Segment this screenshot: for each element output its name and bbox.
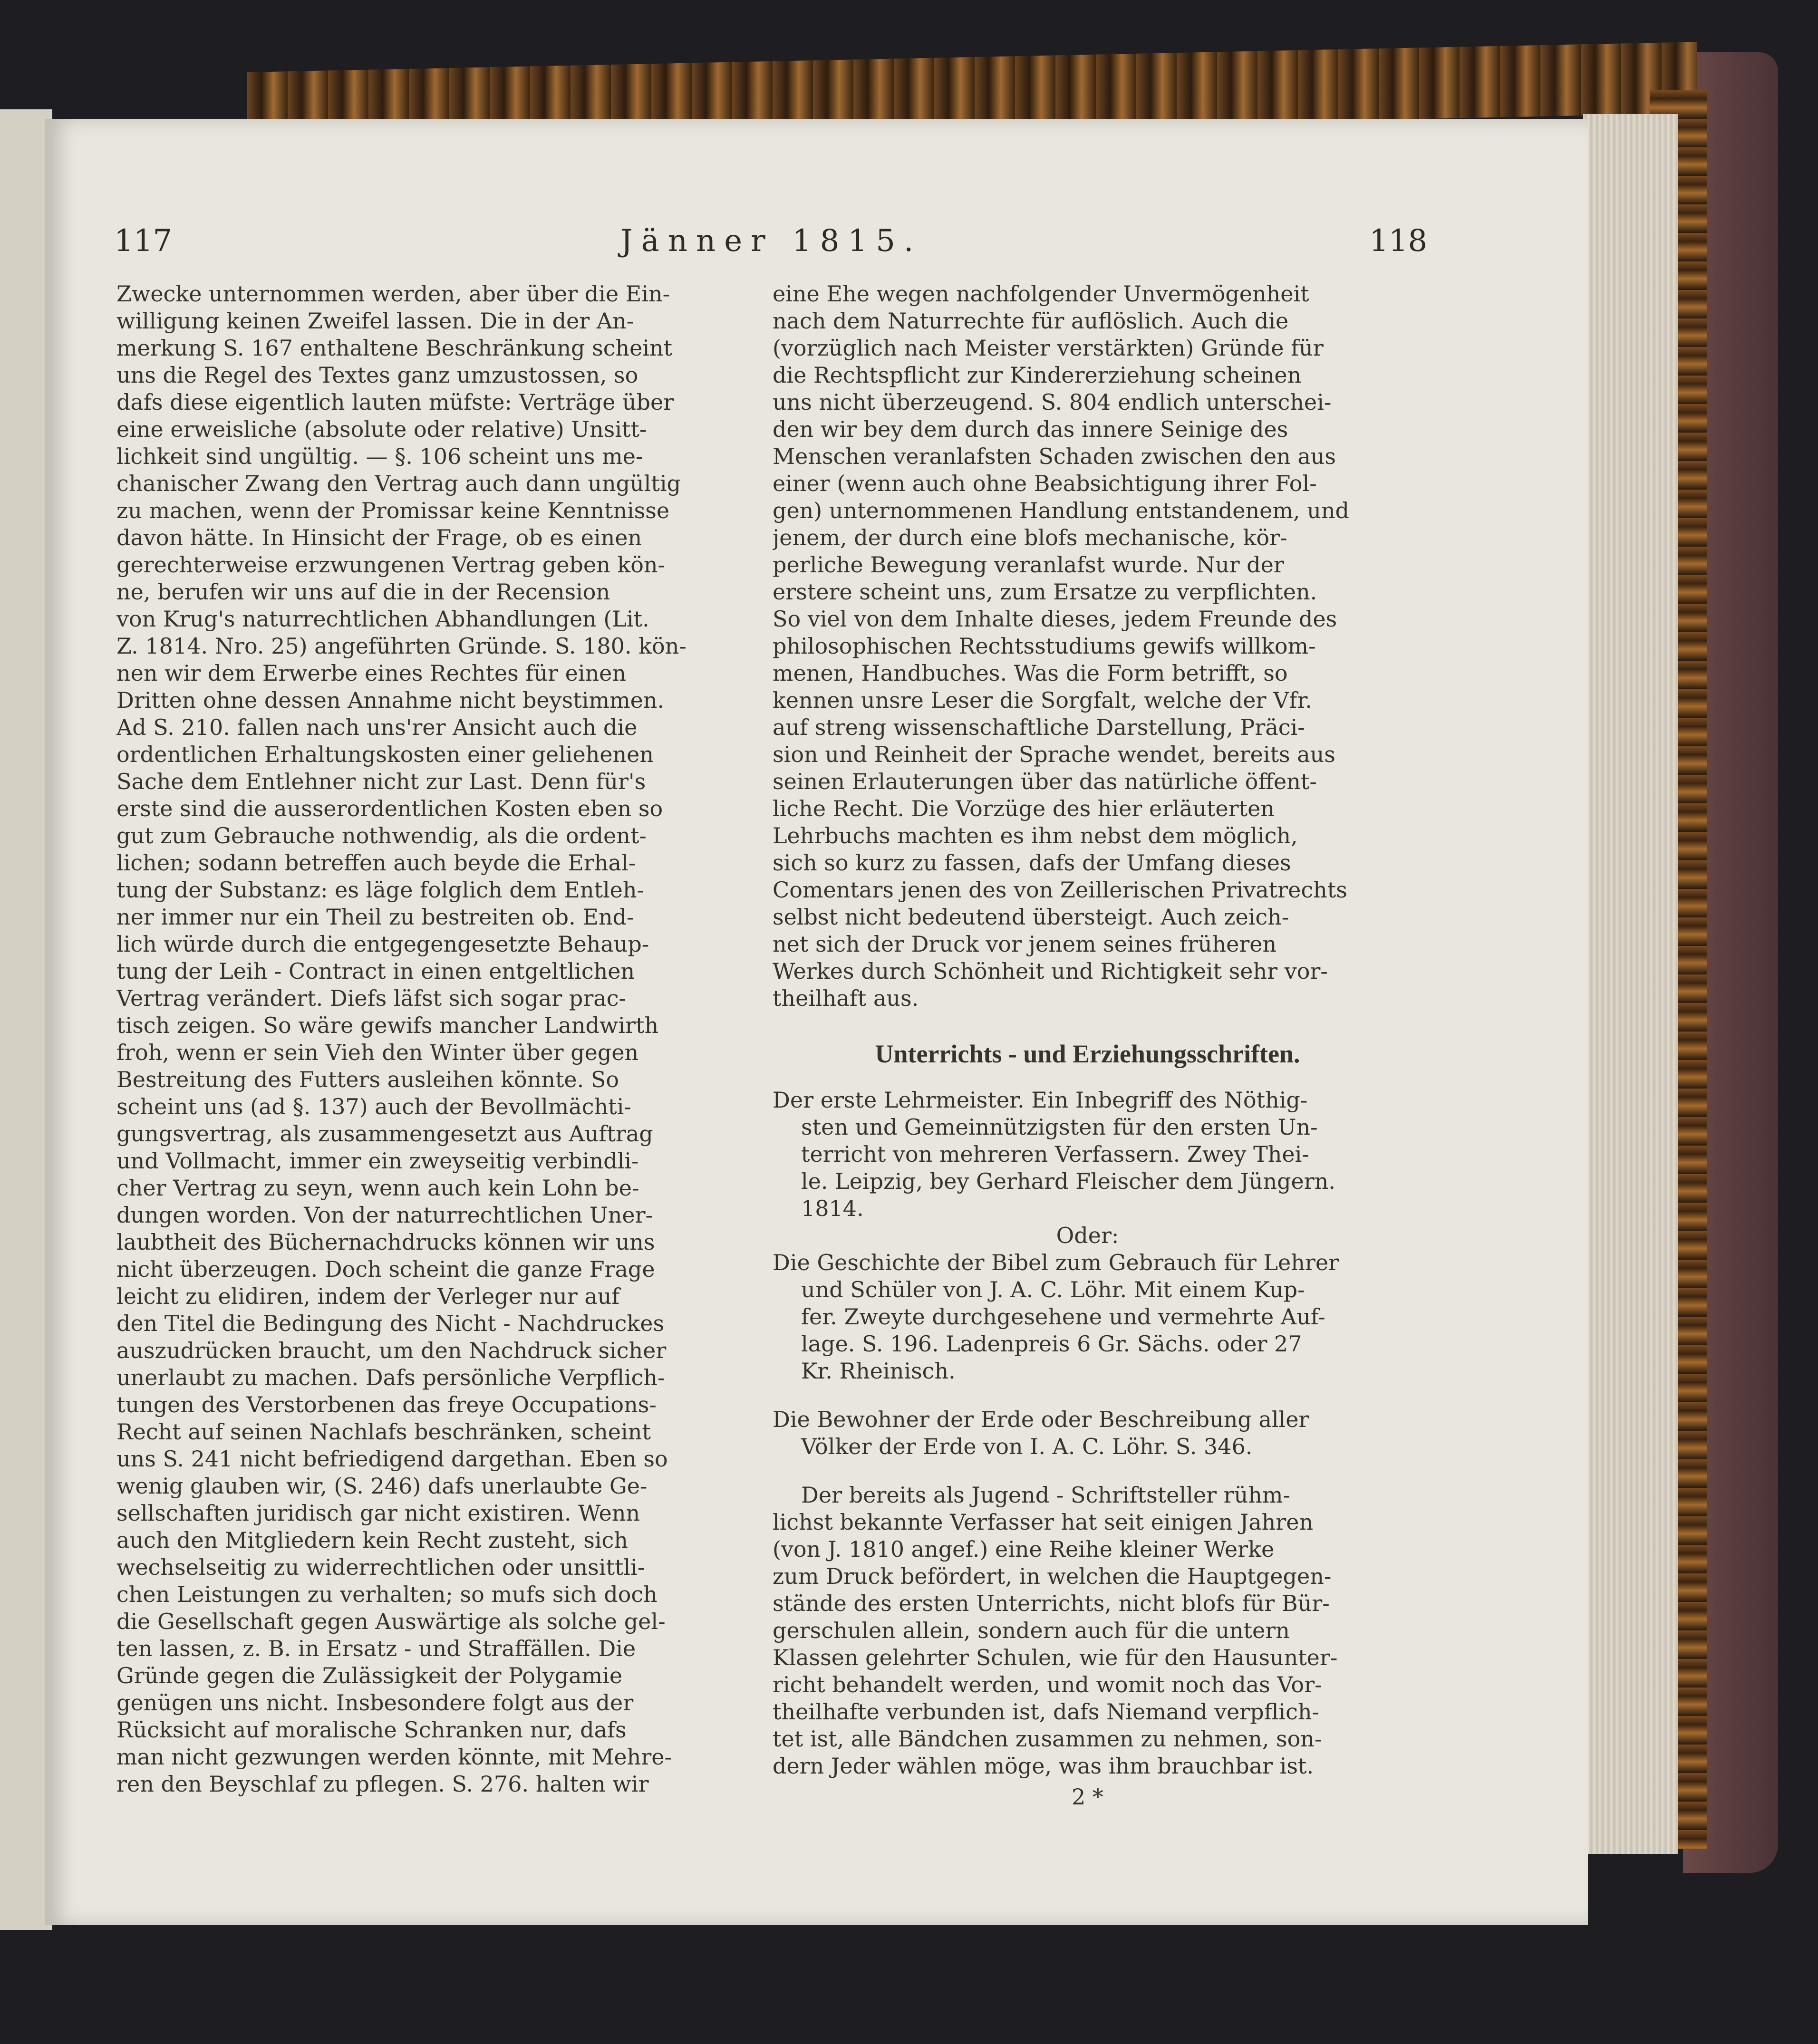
text-line: Die Geschichte der Bibel zum Gebrauch für Lehrer (773, 1250, 1339, 1275)
text-line: Völker der Erde von I. A. C. Löhr. S. 346. (801, 1434, 1253, 1459)
text-line: ordentlichen Erhaltungskosten einer geliehenen (116, 742, 654, 767)
text-line: selbst nicht bedeutend übersteigt. Auch zeich- (773, 904, 1289, 930)
text-line: merkung S. 167 enthaltene Beschränkung scheint (116, 335, 673, 361)
text-line: terricht von mehreren Verfassern. Zwey Thei- (801, 1141, 1309, 1167)
text-line: zum Druck befördert, in welchen die Hauptgegen- (773, 1563, 1332, 1589)
text-line: sion und Reinheit der Sprache wendet, bereits aus (773, 742, 1335, 767)
text-line: erste sind die ausserordentlichen Kosten eben so (116, 796, 663, 821)
signature-mark: 2 * (1072, 1784, 1103, 1810)
text-line: und Vollmacht, immer ein zweyseitig verbindli- (116, 1148, 639, 1174)
text-line: genügen uns nicht. Insbesondere folgt aus der (116, 1690, 634, 1716)
text-line: fer. Zweyte durchgesehene und vermehrte Auf- (801, 1304, 1325, 1330)
text-line: Lehrbuchs machten es ihm nebst dem möglich, (773, 823, 1298, 848)
text-line: chanischer Zwang den Vertrag auch dann ungültig (116, 471, 681, 496)
text-line: Recht auf seinen Nachlafs beschränken, scheint (116, 1419, 651, 1445)
text-line: tungen des Verstorbenen das freye Occupations- (116, 1392, 657, 1417)
text-line: auch den Mitgliedern kein Recht zusteht, sich (116, 1527, 628, 1553)
text-line: unerlaubt zu machen. Dafs persönliche Verpflich- (116, 1365, 665, 1390)
text-line: Sache dem Entlehner nicht zur Last. Denn für's (116, 769, 646, 794)
page-number-right: 118 (1369, 223, 1428, 259)
text-line: tung der Substanz: es läge folglich dem Entleh- (116, 877, 645, 903)
left-text-column (116, 280, 746, 1798)
page-number-left: 117 (114, 223, 173, 259)
text-line: liche Recht. Die Vorzüge des hier erläuterten (773, 796, 1275, 821)
text-line: laubtheit des Büchernachdrucks können wir uns (116, 1229, 655, 1255)
text-line: die Gesellschaft gegen Auswärtige als solche gel- (116, 1609, 666, 1634)
text-line: den wir bey dem durch das innere Seinige des (773, 416, 1288, 442)
text-line: nen wir dem Erwerbe eines Rechtes für einen (116, 660, 627, 686)
text-line: tet ist, alle Bändchen zusammen zu nehmen, son- (773, 1726, 1322, 1752)
text-line: Die Bewohner der Erde oder Beschreibung aller (773, 1407, 1309, 1432)
text-line: Menschen veranlafsten Schaden zwischen den aus (773, 444, 1336, 469)
text-line: theilhafte verbunden ist, dafs Niemand verpflich- (773, 1699, 1320, 1725)
page-stack (1583, 114, 1678, 1854)
text-line: wenig glauben wir, (S. 246) dafs unerlaubte Ge- (116, 1473, 648, 1499)
text-line: lage. S. 196. Ladenpreis 6 Gr. Sächs. oder 27 (801, 1331, 1302, 1357)
text-line: theilhaft aus. (773, 985, 919, 1011)
text-line: scheint uns (ad §. 137) auch der Bevollmächti- (116, 1094, 631, 1119)
text-line: sellschaften juridisch gar nicht existiren. Wenn (116, 1500, 640, 1526)
text-line: die Rechtspflicht zur Kindererziehung scheinen (773, 362, 1302, 388)
text-line: tung der Leih - Contract in einen entgeltlichen (116, 958, 635, 984)
text-line: chen Leistungen zu verhalten; so mufs sich doch (116, 1581, 658, 1607)
text-line: Der bereits als Jugend - Schriftsteller rühm- (801, 1482, 1291, 1508)
right-text-column (773, 280, 1402, 1811)
text-line: So viel von dem Inhalte dieses, jedem Freunde des (773, 606, 1337, 632)
text-line: dern Jeder wählen möge, was ihm brauchbar ist. (773, 1753, 1314, 1779)
text-line: Der erste Lehrmeister. Ein Inbegriff des Nöthig- (773, 1087, 1308, 1113)
text-line: den Titel die Bedingung des Nicht - Nachdruckes (116, 1311, 665, 1336)
bibliographic-entry (773, 1406, 1402, 1460)
text-line: lichst bekannte Verfasser hat seit einigen Jahren (773, 1509, 1314, 1535)
text-line: kennen unsre Leser die Sorgfalt, welche der Vfr. (773, 687, 1312, 713)
text-line: gen) unternommenen Handlung entstandenem, und (773, 498, 1349, 523)
previous-page-edge (0, 109, 52, 1930)
review-paragraph (773, 1482, 1402, 1780)
section-heading: Unterrichts - und Erziehungsschriften. (875, 1040, 1300, 1068)
text-line: menen, Handbuches. Was die Form betrifft, so (773, 660, 1288, 686)
text-line: Comentars jenen des von Zeillerischen Privatrechts (773, 877, 1347, 903)
text-line: gerschulen allein, sondern auch für die untern (773, 1618, 1290, 1643)
review-continuation (773, 280, 1402, 1012)
text-line: dungen worden. Von der naturrechtlichen Uner- (116, 1202, 653, 1228)
text-line: sten und Gemeinnützigsten für den ersten Un- (801, 1114, 1318, 1140)
text-line: davon hätte. In Hinsicht der Frage, ob es einen (116, 525, 642, 550)
running-title: Jänner 1815. (620, 223, 922, 259)
text-line: 1814. (801, 1196, 864, 1221)
text-line: Bestreitung des Futters ausleihen könnte. So (116, 1067, 619, 1092)
text-line: gerechterweise erzwungenen Vertrag geben kön- (116, 552, 666, 578)
text-line: von Krug's naturrechtlichen Abhandlungen (Lit. (116, 606, 649, 632)
text-line: man nicht gezwungen werden könnte, mit Mehre- (116, 1744, 672, 1770)
text-line: lich würde durch die entgegengesetzte Behaup- (116, 931, 649, 957)
text-line: richt behandelt werden, und womit noch das Vor- (773, 1672, 1322, 1697)
text-line: zu machen, wenn der Promissar keine Kenntnisse (116, 498, 670, 523)
text-line: perliche Bewegung veranlafst wurde. Nur der (773, 552, 1284, 578)
text-line: gungsvertrag, als zusammengesetzt aus Auftrag (116, 1121, 653, 1147)
text-line: Gründe gegen die Zulässigkeit der Polygamie (116, 1663, 623, 1688)
text-line: Vertrag verändert. Diefs läfst sich sogar prac- (116, 985, 627, 1011)
bibliographic-entry (773, 1249, 1402, 1385)
text-line: willigung keinen Zweifel lassen. Die in der An- (116, 308, 634, 334)
text-line: nicht überzeugen. Doch scheint die ganze Frage (116, 1256, 655, 1282)
text-line: ner immer nur ein Theil zu bestreiten ob. End- (116, 904, 634, 930)
text-line: ren den Beyschlaf zu pflegen. S. 276. halten wir (116, 1771, 649, 1797)
text-line: Rücksicht auf moralische Schranken nur, dafs (116, 1717, 627, 1743)
text-line: lichkeit sind ungültig. — §. 106 scheint uns me- (116, 444, 643, 469)
bibliographic-entry (773, 1087, 1402, 1222)
text-line: sich so kurz zu fassen, dafs der Umfang dieses (773, 850, 1291, 876)
text-line: seinen Erlauterungen über das natürliche öffent- (773, 769, 1317, 794)
text-line: (vorzüglich nach Meister verstärkten) Gründe für (773, 335, 1324, 361)
text-line: gut zum Gebrauche nothwendig, als die ordent- (116, 823, 647, 848)
text-line: lichen; sodann betreffen auch beyde die Erhal- (116, 850, 636, 876)
text-line: cher Vertrag zu seyn, wenn auch kein Lohn be- (116, 1175, 639, 1201)
text-line: uns nicht überzeugend. S. 804 endlich unterschei- (773, 389, 1332, 415)
text-line: stände des ersten Unterrichts, nicht blofs für Bür- (773, 1591, 1330, 1616)
text-line: einer (wenn auch ohne Beabsichtigung ihrer Fol- (773, 471, 1317, 496)
text-line: ten lassen, z. B. in Ersatz - und Straffällen. Die (116, 1636, 636, 1661)
text-line: wechselseitig zu widerrechtlichen oder unsittli- (116, 1554, 645, 1580)
text-line: Dritten ohne dessen Annahme nicht beystimmen. (116, 687, 665, 713)
text-line: le. Leipzig, bey Gerhard Fleischer dem Jüngern. (801, 1168, 1335, 1194)
text-line: jenem, der durch eine blofs mechanische, kör- (773, 525, 1287, 550)
text-line: Kr. Rheinisch. (801, 1358, 956, 1384)
text-line: eine Ehe wegen nachfolgender Unvermögenheit (773, 281, 1309, 307)
text-line: net sich der Druck vor jenem seines früheren (773, 931, 1277, 957)
text-line: auf streng wissenschaftliche Darstellung, Präci- (773, 714, 1305, 740)
text-line: Ad S. 210. fallen nach uns'rer Ansicht auch die (116, 714, 638, 740)
text-line: erstere scheint uns, zum Ersatze zu verpflichten. (773, 579, 1317, 605)
text-line: dafs diese eigentlich lauten müfste: Verträge über (116, 389, 674, 415)
text-line: und Schüler von J. A. C. Löhr. Mit einem Kup- (801, 1277, 1305, 1302)
text-line: froh, wenn er sein Vieh den Winter über gegen (116, 1040, 639, 1065)
text-line: uns S. 241 nicht befriedigend dargethan. Eben so (116, 1446, 668, 1472)
text-line: philosophischen Rechtsstudiums gewifs willkom- (773, 633, 1316, 659)
text-line: (von J. 1810 angef.) eine Reihe kleiner Werke (773, 1536, 1275, 1562)
text-line: nach dem Naturrechte für auflöslich. Auch die (773, 308, 1289, 334)
text-line: Klassen gelehrter Schulen, wie für den Hausunter- (773, 1645, 1338, 1670)
text-line: tisch zeigen. So wäre gewifs mancher Landwirth (116, 1012, 659, 1038)
text-line: auszudrücken braucht, um den Nachdruck sicher (116, 1338, 667, 1363)
text-line: Werkes durch Schönheit und Richtigkeit sehr vor- (773, 958, 1328, 984)
text-line: uns die Regel des Textes ganz umzustossen, so (116, 362, 638, 388)
oder-separator: Oder: (1056, 1223, 1119, 1248)
text-line: ne, berufen wir uns auf die in der Recension (116, 579, 610, 605)
text-line: eine erweisliche (absolute oder relative) Unsitt- (116, 416, 647, 442)
text-line: leicht zu elidiren, indem der Verleger nur auf (116, 1283, 620, 1309)
text-line: Zwecke unternommen werden, aber über die Ein- (116, 281, 670, 307)
text-line: Z. 1814. Nro. 25) angeführten Gründe. S. 180. kön- (116, 633, 687, 659)
